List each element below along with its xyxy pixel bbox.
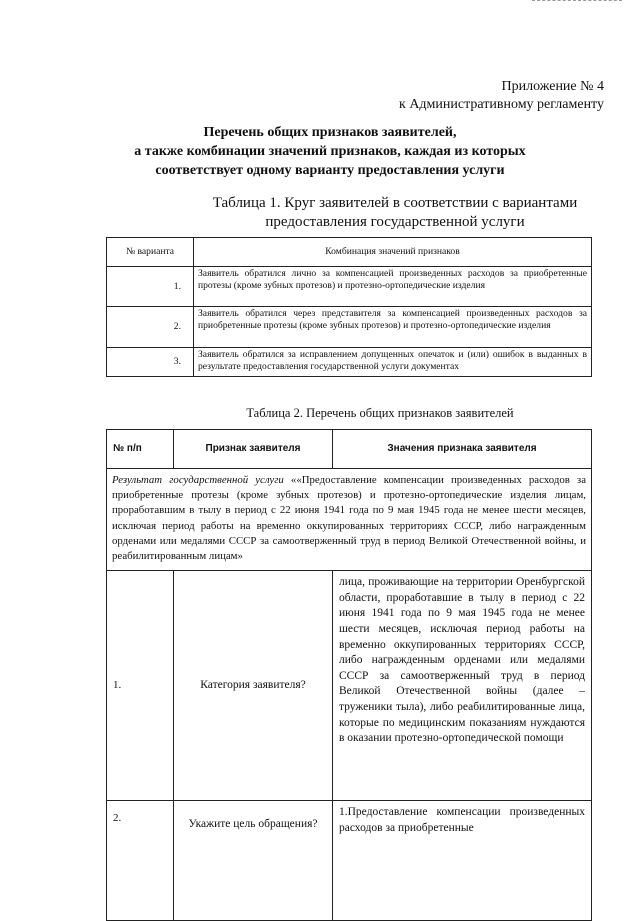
appendix-note <box>399 78 604 114</box>
table1-caption <box>180 194 610 232</box>
table2-row-value: 1.Предоставление компенсации произведенных расходов за приобретенные <box>333 801 592 921</box>
table1-row-num: 1. <box>107 267 194 307</box>
table2-header-number: № п/п <box>107 430 174 469</box>
table1-row-text: Заявитель обратился за исправлением допущенных опечаток и (или) ошибок в выданных в результате предоставления государственной услуги документах <box>194 348 592 377</box>
table1-row-num: 2. <box>107 307 194 348</box>
service-result-cell <box>107 469 592 571</box>
table2-caption: Таблица 2. Перечень общих признаков заявителей <box>246 406 514 420</box>
table1-header-combination: Комбинация значений признаков <box>194 238 592 267</box>
table2 <box>106 429 592 921</box>
table1-header-row <box>107 238 592 267</box>
appendix-line-2: к Административному регламенту <box>399 97 604 112</box>
service-result-text: ««Предоставление компенсации произведенных расходов за приобретенные протезы (кроме зубных протезов) и протезно-ортопедические изделия лицам, проработавшим в тылу в период с 22 июня 1941 года по 9 мая 1945 года не менее шести месяцев, исключая период работы на временно оккупированных территориях СССР, либо награжденным орденами или медалями СССР за самоотверженный труд в период Великой Отечественной войны, и реабилитированным лицам» <box>112 474 586 563</box>
table1-row-text: Заявитель обратился лично за компенсацией произведенных расходов за приобретенные протезы (кроме зубных протезов) и протезно-ортопедические изделия <box>194 267 592 307</box>
appendix-line-1: Приложение № 4 <box>501 79 604 94</box>
table1-caption-line-1: Таблица 1. Круг заявителей в соответствии с вариантами <box>212 195 578 211</box>
table2-row-value: лица, проживающие на территории Оренбургской области, проработавшие в тылу в период с 22 июня 1941 года по 9 мая 1945 года не менее шести месяцев, исключая период работы на временно оккупированных территориях СССР, либо награжденным орденами или медалями СССР за самоотверженный труд в период Великой Отечественной войны (далее – труженики тыла), либо реабилитированные лица, которые по медицинским показаниям нуждаются в оказании протезно-ортопедической помощи <box>333 571 592 801</box>
table-row <box>107 571 592 801</box>
table2-row-num: 2. <box>107 801 174 921</box>
table2-header-row <box>107 430 592 469</box>
table2-row-question: Укажите цель обращения? <box>174 801 333 921</box>
scan-mark <box>532 0 622 5</box>
table-row <box>107 307 592 348</box>
table1-row-num: 3. <box>107 348 194 377</box>
table-row <box>107 801 592 921</box>
title-line-1: Перечень общих признаков заявителей, <box>203 125 457 140</box>
table2-header-attribute: Признак заявителя <box>174 430 333 469</box>
document-title <box>60 123 600 180</box>
table2-header-values: Значения признака заявителя <box>333 430 592 469</box>
service-result-label: Результат государственной услуги <box>112 474 284 486</box>
table2-result-row <box>107 469 592 571</box>
table1 <box>106 237 592 377</box>
table2-row-num: 1. <box>107 571 174 801</box>
title-line-2: а также комбинации значений признаков, каждая из которых <box>134 144 526 159</box>
table-row <box>107 267 592 307</box>
title-line-3: соответствует одному варианту предоставления услуги <box>155 163 505 178</box>
table-row <box>107 348 592 377</box>
table1-caption-line-2: предоставления государственной услуги <box>265 214 525 230</box>
table2-row-question: Категория заявителя? <box>174 571 333 801</box>
table1-row-text: Заявитель обратился через представителя за компенсацией произведенных расходов за приобретенные протезы (кроме зубных протезов) и протезно-ортопедические изделия <box>194 307 592 348</box>
table1-header-variant: № варианта <box>107 238 194 267</box>
